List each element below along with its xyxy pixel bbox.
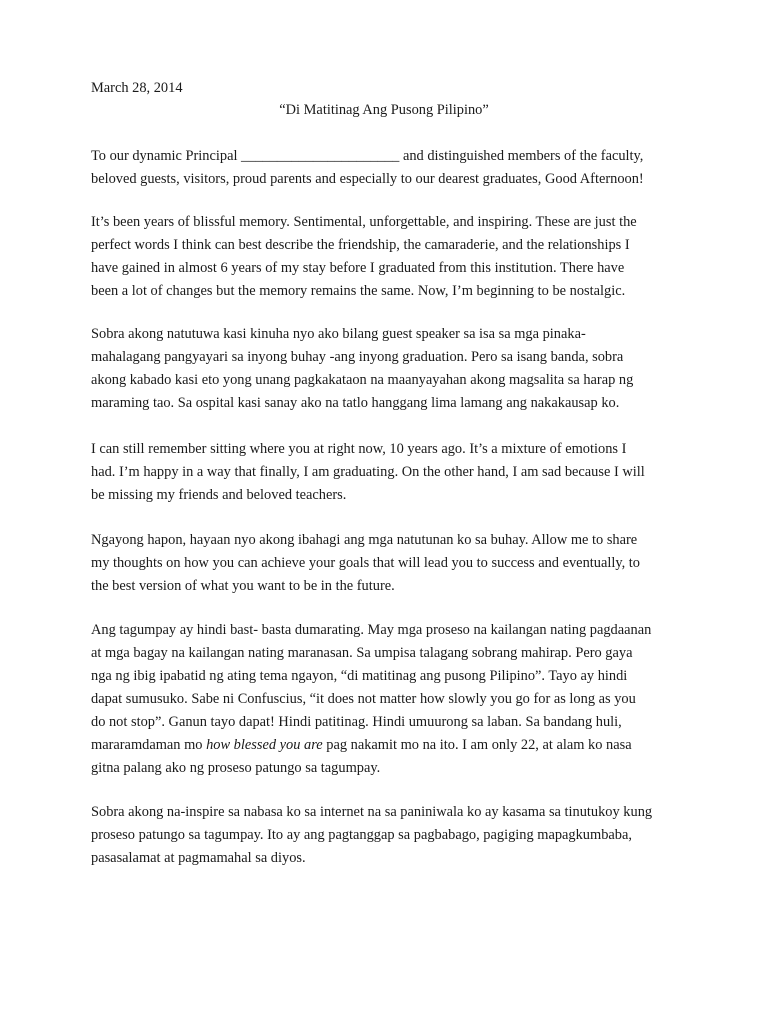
paragraph-line: Sobra akong natutuwa kasi kinuha nyo ako bilang guest speaker sa isa sa mga pinaka- bbox=[91, 326, 586, 342]
paragraph-line: my thoughts on how you can achieve your goals that will lead you to success and eventually, to bbox=[91, 555, 640, 571]
text-segment: pag nakamit mo na ito. I am only 22, at alam ko nasa bbox=[322, 737, 632, 753]
paragraph-inspire bbox=[91, 801, 691, 870]
paragraph-line: dapat sumusuko. Sabe ni Confuscius, “it does not matter how slowly you go for as long as you bbox=[91, 691, 636, 707]
paragraph-line: beloved guests, visitors, proud parents and especially to our dearest graduates, Good Afternoon! bbox=[91, 171, 644, 187]
paragraph-remember bbox=[91, 438, 691, 507]
paragraph-line: akong kabado kasi eto yong unang pagkakataon na maanyayahan akong magsalita sa harap ng bbox=[91, 372, 634, 388]
paragraph-line: mahalagang pangyayari sa inyong buhay -ang inyong graduation. Pero sa isang banda, sobra bbox=[91, 349, 624, 365]
paragraph-tagumpay bbox=[91, 619, 691, 780]
paragraph-greeting bbox=[91, 145, 691, 191]
paragraph-line: be missing my friends and beloved teachers. bbox=[91, 487, 347, 503]
paragraph-line: at mga bagay na kailangan nating maranasan. Sa umpisa talagang sobrang mahirap. Pero gaya bbox=[91, 645, 633, 661]
text-segment: mararamdaman mo bbox=[91, 737, 207, 753]
paragraph-line: the best version of what you want to be in the future. bbox=[91, 578, 395, 594]
paragraph-line: It’s been years of blissful memory. Sentimental, unforgettable, and inspiring. These are just the bbox=[91, 214, 637, 230]
letter-date bbox=[91, 77, 691, 100]
paragraph-line: Ang tagumpay ay hindi bast- basta dumarating. May mga proseso na kailangan nating pagdaanan bbox=[91, 622, 652, 638]
paragraph-line: gitna palang ako ng proseso patungo sa tagumpay. bbox=[91, 760, 381, 776]
paragraph-line: do not stop”. Ganun tayo dapat! Hindi patitinag. Hindi umuurong sa laban. Sa bandang huli, bbox=[91, 714, 622, 730]
paragraph-line: had. I’m happy in a way that finally, I am graduating. On the other hand, I am sad because I will bbox=[91, 464, 645, 480]
paragraph-line: been a lot of changes but the memory remains the same. Now, I’m beginning to be nostalgic. bbox=[91, 283, 626, 299]
paragraph-line: I can still remember sitting where you at right now, 10 years ago. It’s a mixture of emotions I bbox=[91, 441, 627, 457]
paragraph-line-mixed bbox=[91, 734, 691, 757]
date-line: March 28, 2014 bbox=[91, 80, 183, 96]
paragraph-line: perfect words I think can best describe the friendship, the camaraderie, and the relationships I bbox=[91, 237, 630, 253]
paragraph-line: nga ng ibig ipabatid ng ating tema ngayon, “di matitinag ang pusong Pilipino”. Tayo ay hindi bbox=[91, 668, 628, 684]
paragraph-share bbox=[91, 529, 691, 598]
paragraph-line: To our dynamic Principal ______________________ and distinguished members of the faculty, bbox=[91, 148, 644, 164]
italic-phrase: how blessed you are bbox=[206, 737, 323, 753]
paragraph-line: pasasalamat at pagmamahal sa diyos. bbox=[91, 850, 306, 866]
paragraph-guest-speaker bbox=[91, 323, 691, 415]
paragraph-line: Ngayong hapon, hayaan nyo akong ibahagi ang mga natutunan ko sa buhay. Allow me to share bbox=[91, 532, 638, 548]
paragraph-line: maraming tao. Sa ospital kasi sanay ako na tatlo hanggang lima lamang ang nakakausap ko. bbox=[91, 395, 620, 411]
paragraph-line: proseso patungo sa tagumpay. Ito ay ang pagtanggap sa pagbabago, pagiging mapagkumbaba, bbox=[91, 827, 632, 843]
speech-title bbox=[0, 99, 768, 122]
paragraph-line: Sobra akong na-inspire sa nabasa ko sa internet na sa paniniwala ko ay kasama sa tinutukoy kung bbox=[91, 804, 653, 820]
paragraph-line: have gained in almost 6 years of my stay before I graduated from this institution. There have bbox=[91, 260, 625, 276]
paragraph-memories bbox=[91, 211, 691, 303]
title-text: “Di Matitinag Ang Pusong Pilipino” bbox=[279, 102, 489, 118]
